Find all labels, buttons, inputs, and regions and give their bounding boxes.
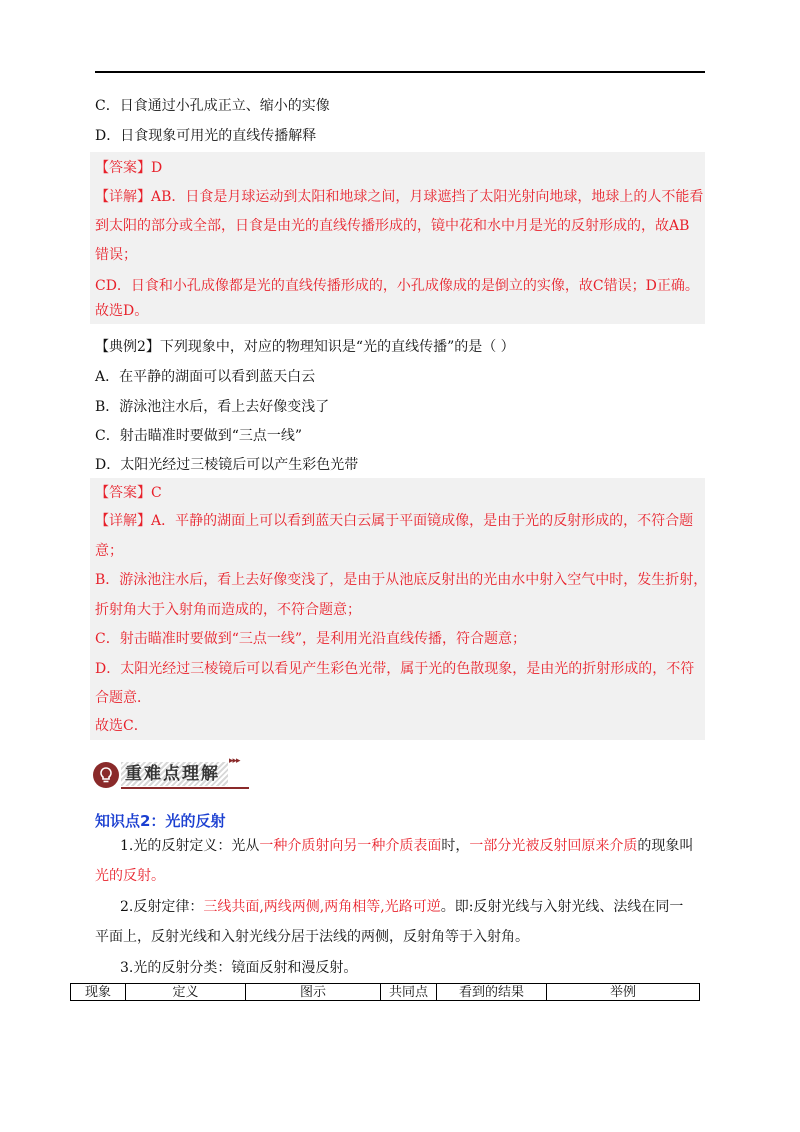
knowledge-paragraph-2: [120, 897, 683, 917]
table-header-cell: 看到的结果: [437, 984, 547, 1001]
answer2-detail-line: 折射角大于入射角而造成的，不符合题意；: [95, 602, 361, 618]
example2-option-c: C．射击瞄准时要做到“三点一线”: [95, 428, 303, 444]
answer2-detail-line: 故选C．: [95, 718, 148, 734]
section-title: 重难点理解: [121, 762, 228, 786]
answer1-label: 【答案】D: [95, 160, 163, 176]
table-header-cell: 举例: [547, 984, 700, 1001]
answer1-detail-line: 故选D。: [95, 303, 149, 319]
highlight-text: 一种介质射向另一种介质表面: [259, 838, 442, 854]
reflection-table: [70, 983, 700, 1001]
example2-question: 【典例2】下列现象中，对应的物理知识是“光的直线传播”的是（ ）: [95, 339, 515, 355]
answer1-detail-line: 错误；: [95, 247, 137, 263]
text: 时，: [441, 838, 470, 854]
text: 2.反射定律：: [120, 899, 204, 915]
table-header-cell: 现象: [71, 984, 126, 1001]
answer2-detail-line: B．游泳池注水后，看上去好像变浅了，是由于从池底反射出的光由水中射入空气中时，发生折射，: [95, 572, 708, 588]
knowledge-paragraph-1: [120, 836, 693, 856]
table-header-cell: 定义: [126, 984, 246, 1001]
answer2-detail-line: 合题意．: [95, 690, 151, 706]
table-header-cell: 共同点: [381, 984, 437, 1001]
answer2-box: [90, 478, 708, 740]
answer2-detail-line: 【详解】A．平静的湖面上可以看到蓝天白云属于平面镜成像，是由于光的反射形成的，不符合题: [95, 513, 694, 529]
highlight-text: 一部分光被反射回原来介质: [469, 838, 638, 854]
answer2-detail-line: C．射击瞄准时要做到“三点一线”，是利用光沿直线传播，符合题意；: [95, 631, 527, 647]
knowledge-paragraph-2-cont: 平面上，反射光线和入射光线分居于法线的两侧，反射角等于入射角。: [95, 929, 529, 945]
knowledge-heading: 知识点2：光的反射: [95, 812, 226, 830]
knowledge-paragraph-3: 3.光的反射分类：镜面反射和漫反射。: [120, 960, 358, 976]
example2-option-a: A．在平静的湖面可以看到蓝天白云: [95, 369, 316, 385]
text: 。即:反射光线与入射光线、法线在同一: [440, 899, 684, 915]
answer2-label: 【答案】C: [95, 485, 162, 501]
q1-option-d: D．日食现象可用光的直线传播解释: [95, 128, 317, 144]
table-header-row: [71, 984, 700, 1001]
section-underline: [121, 787, 249, 789]
header-rule: [95, 71, 705, 73]
highlight-text: 三线共面,两线两侧,两角相等,光路可逆: [203, 899, 441, 915]
example2-option-b: B．游泳池注水后，看上去好像变浅了: [95, 399, 330, 415]
q1-option-c: C．日食通过小孔成正立、缩小的实像: [95, 98, 330, 114]
answer2-detail-line: 意；: [95, 543, 123, 559]
text: 1.光的反射定义：光从: [120, 838, 260, 854]
lightbulb-icon: [93, 762, 119, 788]
answer1-box: [90, 152, 705, 324]
knowledge-paragraph-1-end: 光的反射。: [95, 868, 165, 884]
arrows-icon: ▸▸▸: [229, 756, 240, 766]
answer1-detail-line: CD．日食和小孔成像都是光的直线传播形成的，小孔成像成的是倒立的实像，故C错误；D正确。: [95, 278, 699, 294]
text: 的现象叫: [637, 838, 694, 854]
section-banner: [93, 758, 253, 792]
answer2-detail-line: D．太阳光经过三棱镜后可以看见产生彩色光带，属于光的色散现象，是由光的折射形成的，不符: [95, 661, 695, 677]
answer1-detail-line: 【详解】AB．日食是月球运动到太阳和地球之间，月球遮挡了太阳光射向地球，地球上的人不能看: [95, 189, 704, 205]
answer1-detail-line: 到太阳的部分或全部，日食是由光的直线传播形成的，镜中花和水中月是光的反射形成的，故AB: [95, 218, 690, 234]
table-header-cell: 图示: [246, 984, 381, 1001]
example2-option-d: D．太阳光经过三棱镜后可以产生彩色光带: [95, 457, 359, 473]
